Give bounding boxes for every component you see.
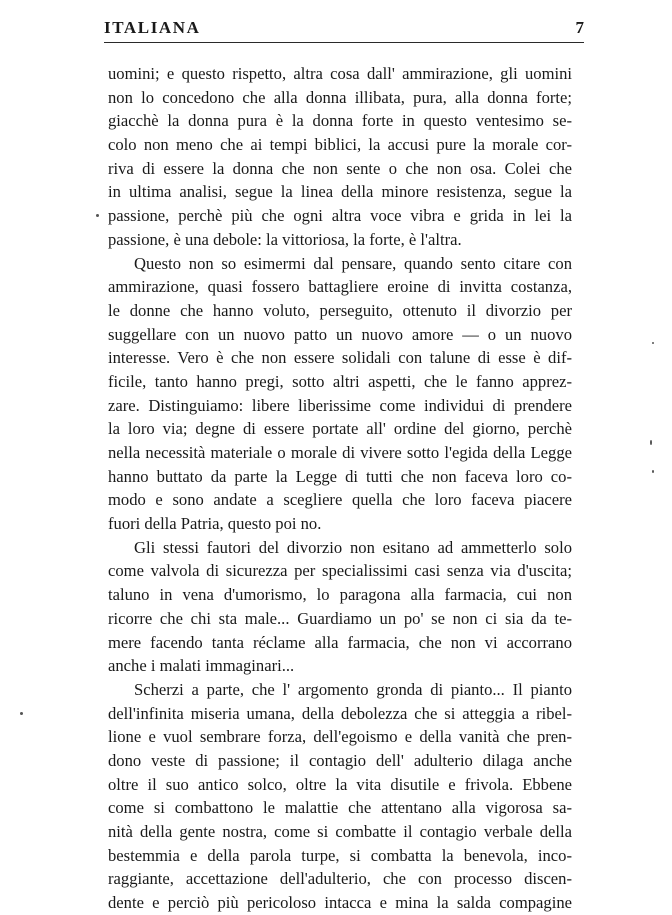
text-line: come si combattono le malattie che attentano alla vigorosa sa- <box>108 798 572 818</box>
text-line: taluno in vena d'umorismo, lo paragona alla farmacia, cui non <box>108 585 572 605</box>
text-line: riva di essere la donna che non sente o che non osa. Colei che <box>108 158 572 178</box>
scan-speck <box>96 214 99 217</box>
text-line: ficile, tanto hanno pregi, sotto altri aspetti, che le fanno apprez- <box>108 371 572 391</box>
paragraph-start-line: Scherzi a parte, che l' argomento gronda di pianto... Il pianto <box>134 679 572 699</box>
text-line: oltre il suo antico solco, oltre la vita disutile e frivola. Ebbene <box>108 774 572 794</box>
paragraph-start-line: Gli stessi fautori del divorzio non esitano ad ammetterlo solo <box>134 537 572 557</box>
text-line: passione, è una debole: la vittoriosa, la forte, è l'altra. <box>108 229 462 249</box>
paragraph-start-line: Questo non so esimermi dal pensare, quando sento citare con <box>134 253 572 273</box>
header-rule <box>104 42 584 43</box>
text-line: lione e vuol sembrare forza, dell'egoismo e della vanità che pren- <box>108 727 572 747</box>
body-text <box>108 62 572 915</box>
text-line: dente e perciò più pericoloso intacca e mina la salda compagine <box>108 893 572 913</box>
running-head: ITALIANA <box>104 18 201 37</box>
text-line: ammirazione, quasi fossero battagliere eroine di invitta costanza, <box>108 277 572 297</box>
text-line: in ultima analisi, segue la linea della minore resistenza, segue la <box>108 182 572 202</box>
text-line: la loro via; degne di essere portate all' ordine del giorno, perchè <box>108 419 572 439</box>
text-line: ricorre che chi sta male... Guardiamo un po' se non ci sia da te- <box>108 608 572 628</box>
text-line: nità della gente nostra, come si combatte il contagio verbale della <box>108 822 572 841</box>
text-line: come valvola di sicurezza per specialissimi casi senza via d'uscita; <box>108 561 572 581</box>
text-line: giacchè la donna pura è la donna forte in questo ventesimo se- <box>108 111 572 131</box>
page-header <box>104 18 584 42</box>
text-line: uomini; e questo rispetto, altra cosa dall' ammirazione, gli uomini <box>108 64 572 83</box>
text-line: bestemmia e della parola turpe, si combatta la benevola, inco- <box>108 845 572 865</box>
text-line: zare. Distinguiamo: libere liberissime come individui di prendere <box>108 395 572 415</box>
text-line: passione, perchè più che ogni altra voce vibra e grida in lei la <box>108 206 572 226</box>
scan-speck <box>652 342 654 344</box>
page-number: 7 <box>575 18 584 37</box>
text-line: colo non meno che ai tempi biblici, la accusi pure la morale cor- <box>108 135 572 155</box>
text-line: anche i malati immaginari... <box>108 656 295 676</box>
text-line: hanno buttato da parte la Legge di tutti che non faceva loro co- <box>108 466 572 486</box>
text-line: raggiante, accettazione dell'adulterio, che con processo discen- <box>108 869 572 889</box>
scan-speck <box>652 470 654 473</box>
text-line: non lo concedono che alla donna illibata, pura, alla donna forte; <box>108 87 572 107</box>
text-line: fuori della Patria, questo poi no. <box>108 514 322 534</box>
text-line: le donne che hanno voluto, perseguito, ottenuto il divorzio per <box>108 300 572 320</box>
text-line: suggellare con un nuovo patto un nuovo amore — o un nuovo <box>108 324 572 344</box>
text-line: modo e sono andate a scegliere quella che loro faceva piacere <box>108 490 572 510</box>
text-line: dono veste di passione; il contagio dell' adulterio dilaga anche <box>108 750 572 770</box>
text-line: interesse. Vero è che non essere solidali con talune di esse è dif- <box>108 348 572 368</box>
scan-speck <box>20 712 23 715</box>
text-line: nella necessità materiale o morale di vivere sotto l'egida della Legge <box>108 443 572 462</box>
text-line: dell'infinita miseria umana, della debolezza che si atteggia a ribel- <box>108 703 572 723</box>
text-line: mere facendo tanta réclame alla farmacia, che non vi accorrano <box>108 632 572 652</box>
scan-speck <box>650 440 652 445</box>
